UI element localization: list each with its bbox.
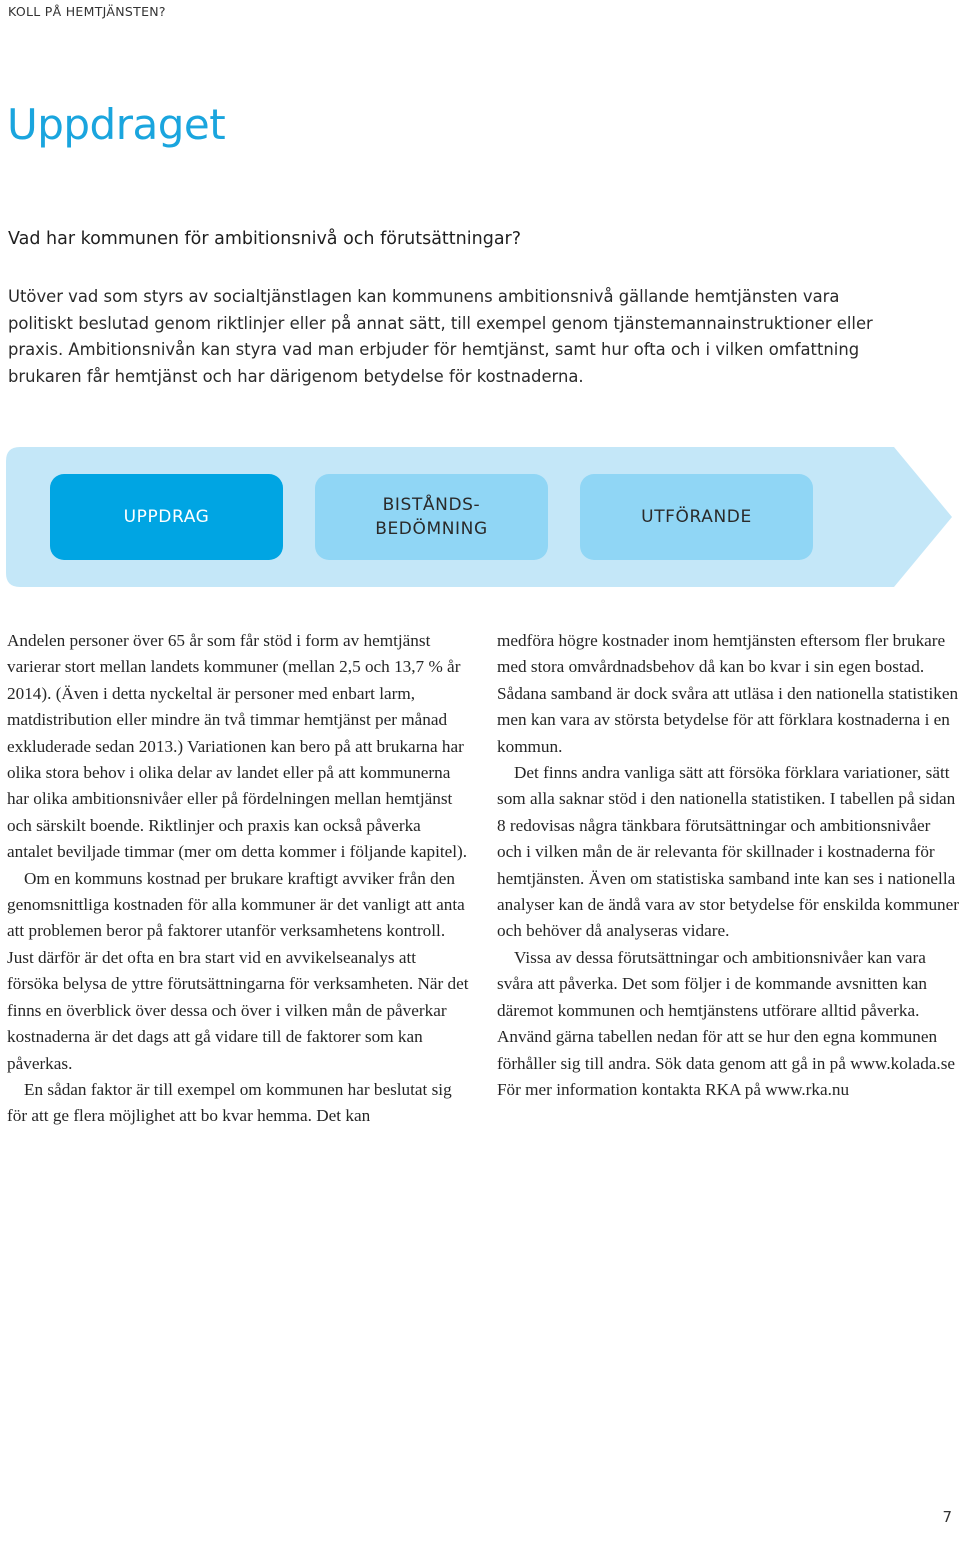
page-title: Uppdraget (7, 100, 226, 149)
section-subheading: Vad har kommunen för ambitionsnivå och förutsättningar? (8, 229, 522, 249)
process-step-label-line: BISTÅNDS- (382, 495, 481, 515)
body-paragraph: medföra högre kostnader inom hemtjänsten eftersom fler brukare med stora omvårdnadsbehov då kan bo kvar i sin egen bostad. Sådana samband är dock svåra att utläsa i den nationella statistiken men kan vara av största betydelse för att förklara kostnaderna i en kommun. (497, 631, 959, 756)
process-step-label-line: UPPDRAG (123, 507, 210, 527)
body-column-left (7, 628, 469, 1130)
body-paragraph: Det finns andra vanliga sätt att försöka förklara variationer, sätt som alla saknar stöd i den nationella statistiken. I tabellen på sidan 8 redovisas några tänkbara förutsättningar och ambitionsnivåer och i vilken mån de är relevanta för skillnader i kostnaderna för hemtjänsten. Även om statistiska samband inte kan ses i nationella analyser kan de ändå vara av stor betydelse för enskilda kommuner och behöver då analyseras vidare. (497, 763, 959, 941)
running-header: KOLL PÅ HEMTJÄNSTEN? (8, 4, 166, 19)
body-paragraph: Andelen personer över 65 år som får stöd i form av hemtjänst varierar stort mellan landets kommuner (mellan 2,5 och 13,7 % år 2014). (Även i detta nyckeltal är personer med enbart larm, matdistribution eller mindre än två timmar hemtjänst per månad exkluderade sedan 2013.) Variationen kan bero på att brukarna har olika stora behov i olika delar av landet eller på att kommunerna har olika ambitionsnivåer eller på fördelningen mellan hemtjänst och särskilt boende. Riktlinjer och praxis kan också påverka antalet beviljade timmar (mer om detta kommer i följande kapitel). (7, 631, 468, 862)
body-column-right (497, 628, 959, 1103)
process-step-uppdrag (50, 474, 283, 560)
process-step-bistandsbedomning (315, 474, 548, 560)
body-paragraph: Vissa av dessa förutsättningar och ambitionsnivåer kan vara svåra att påverka. Det som följer i de kommande avsnitten kan däremot kommunen och hemtjänstens utförare alltid påverka. Använd gärna tabellen nedan för att se hur den egna kommunen förhåller sig till andra. Sök data genom att gå in på www.kolada.se För mer information kontakta RKA på www.rka.nu (497, 947, 956, 1099)
process-step-label-line: UTFÖRANDE (641, 507, 752, 527)
body-paragraph: Om en kommuns kostnad per brukare kraftigt avviker från den genomsnittliga kostnaden för alla kommuner är det vanligt att anta att problemen beror på faktorer utanför verksamhetens kontroll. Just därför är det ofta en bra start vid en avvikelseanalys att försöka belysa de yttre förutsättningarna för verksamheten. När det finns en överblick över dessa och över i vilken mån de påverkar kostnaderna är det dags att gå vidare till de faktorer som kan påverkas. (7, 868, 469, 1073)
process-step-label (641, 505, 752, 529)
page-number: 7 (942, 1508, 952, 1526)
process-step-label-line: BEDÖMNING (375, 519, 488, 539)
intro-paragraph: Utöver vad som styrs av socialtjänstlagen kan kommunens ambitionsnivå gällande hemtjänsten vara politiskt beslutad genom riktlinjer eller på annat sätt, till exempel genom tjänstemannainstruktioner eller praxis. Ambitionsnivån kan styra vad man erbjuder för hemtjänst, samt hur ofta och i vilken omfattning brukaren får hemtjänst och har därigenom betydelse för kostnaderna. (8, 287, 873, 387)
process-diagram (6, 447, 952, 587)
process-step-utforande (580, 474, 813, 560)
process-step-label (124, 505, 210, 529)
process-step-label (375, 493, 488, 541)
body-paragraph: En sådan faktor är till exempel om kommunen har beslutat sig för att ge flera möjlighet att bo kvar hemma. Det kan (7, 1079, 452, 1126)
